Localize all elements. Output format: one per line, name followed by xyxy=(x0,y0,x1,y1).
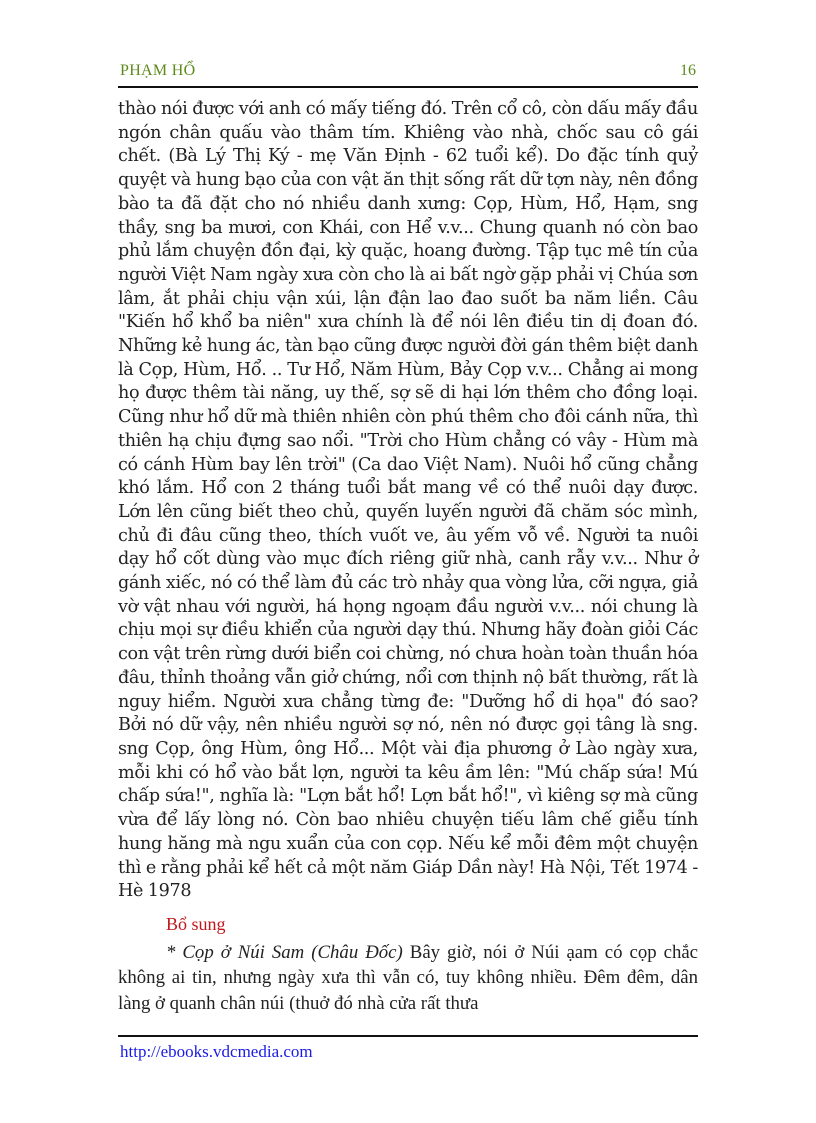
page-header xyxy=(118,58,698,88)
footer-link[interactable]: http://ebooks.vdcmedia.com xyxy=(120,1042,313,1061)
section-heading: Bổ sung xyxy=(166,913,226,934)
body-paragraph-2 xyxy=(118,940,698,1017)
body-paragraph: thào nói được với anh có mấy tiếng đó. Trên cổ cô, còn dấu mấy đầu ngón chân quấu vào thâm tím. Khiêng vào nhà, chốc sau cô gái chết. (Bà Lý Thị Ký - mẹ Văn Định - 62 tuổi kể). Do đặc tính quỷ quyệt và hung bạo của con vật ăn thịt sống rất dữ tợn này, nên đồng bào ta đã đặt cho nó nhiều danh xưng: Cọp, Hùm, Hổ, Hạm, sng thầy, sng ba mươi, con Khái, con Hể v.v... Chung quanh nó còn bao phủ lắm chuyện đồn đại, kỳ quặc, hoang đường. Tập tục mê tín của người Việt Nam ngày xưa còn cho là ai bất ngờ gặp phải vị Chúa sơn lâm, ắt phải chịu vận xúi, lận đận lao đao suốt ba năm liền. Câu "Kiến hổ khổ ba niên" xưa chính là để nói lên điều tin dị đoan đó. Những kẻ hung ác, tàn bạo cũng được người đời gán thêm biệt danh là Cọp, Hùm, Hổ. .. Tư Hổ, Năm Hùm, Bảy Cọp v.v... Chẳng ai mong họ được thêm tài năng, uy thế, sợ sẽ di hại lớn thêm cho đồng loại. Cũng như hổ dữ mà thiên nhiên còn phú thêm cho đôi cánh nữa, thì thiên hạ chịu đựng sao nổi. "Trời cho Hùm chẳng có vây - Hùm mà có cánh Hùm bay lên trời" (Ca dao Việt Nam). Nuôi hổ cũng chẳng khó lắm. Hổ con 2 tháng tuổi bắt mang về có thể nuôi dạy được. Lớn lên cũng biết theo chủ, quyến luyến người đã chăm sóc mình, chủ đi đâu cũng theo, thích vuốt ve, âu yếm vỗ về. Người ta nuôi dạy hổ cốt dùng vào mục đích riêng giữ nhà, canh rẫy v.v... Như ở gánh xiếc, nó có thể làm đủ các trò nhảy qua vòng lửa, cỡi ngựa, giả vờ vật nhau với người, há họng ngoạm đầu người v.v... nói chung là chịu mọi sự điều khiển của người dạy thú. Nhưng hãy đoàn giỏi Các con vật trên rừng dưới biển coi chừng, nó chưa hoàn toàn thuần hóa đâu, thỉnh thoảng vẫn giở chứng, nổi cơn thịnh nộ bất thường, rất là nguy hiểm. Người xưa chẳng từng đe: "Dưỡng hổ di họa" đó sao? Bởi nó dữ vậy, nên nhiều người sợ nó, nên nó được gọi tâng là sng. sng Cọp, ông Hùm, ông Hổ... Một vài địa phương ở Lào ngày xưa, mỗi khi có hổ vào bắt lợn, người ta kêu ầm lên: "Mú chấp sứa! Mú chấp sứa!", nghĩa là: "Lợn bắt hổ! Lợn bắt hổ!", vì kiêng sợ mà cũng vừa để lấy lòng nó. Còn bao nhiêu chuyện tiếu lâm chế giễu tính hung hăng mà ngu xuẩn của con cọp. Nếu kể mỗi đêm một chuyện thì e rằng phải kể hết cả một năm Giáp Dần này! Hà Nội, Tết 1974 - Hè 1978 xyxy=(118,99,698,902)
page-number: 16 xyxy=(680,62,696,79)
paragraph-lead-italic: * Cọp ở Núi Sam (Châu Đốc) xyxy=(166,941,403,963)
page-body xyxy=(118,98,698,1016)
header-author-title: PHẠM HỔ xyxy=(120,62,196,79)
paragraph-2-text: Bây giờ, nói ở Núi ạam có cọp chắc không ai tin, nhưng ngày xưa thì vẫn có, tuy không nhiều. Đêm đêm, dân làng ở quanh chân núi (thuở đó nhà cửa rất thưa xyxy=(118,941,699,1014)
footer-divider xyxy=(118,1035,698,1037)
